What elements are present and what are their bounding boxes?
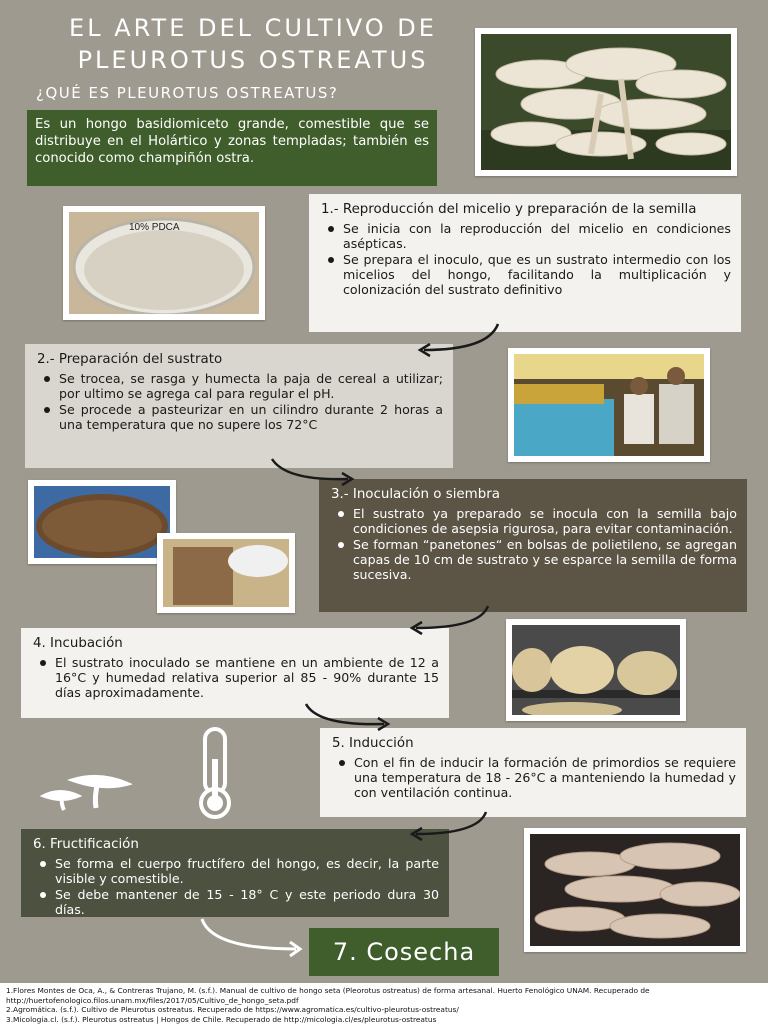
step-3-bullet: El sustrato ya preparado se inocula con la semilla bajo condiciones de asepsia rigurosa, para evitar contaminación.: [331, 506, 737, 536]
step-4-heading: 4. Incubación: [33, 636, 123, 651]
step-6-bullet: Se forma el cuerpo fructífero del hongo, es decir, la parte visible y comestible.: [33, 856, 439, 886]
step-6-bullet: Se debe mantener de 15 - 18° C y este periodo dura 30 días.: [33, 887, 439, 917]
step-5-heading: 5. Inducción: [332, 736, 414, 751]
reference-item: 2.Agromática. (s.f.). Cultivo de Pleurotus ostreatus. Recuperado de https://www.agromatica.es/cultivo-pleurotus-ostreatus/: [6, 1005, 459, 1015]
references: [0, 983, 768, 1024]
step-3-card: [319, 479, 747, 612]
step-6-card: [21, 829, 449, 917]
arrow-icon: [400, 604, 495, 638]
step-2-heading: 2.- Preparación del sustrato: [37, 352, 223, 367]
step-1-card: [309, 194, 741, 332]
step-3-heading: 3.- Inoculación o siembra: [331, 487, 500, 502]
substrate-bowl-photo: [28, 480, 176, 564]
step-2-card: [25, 344, 453, 468]
mushroom-icon: [40, 768, 140, 814]
intro-text: Es un hongo basidiomiceto grande, comestible que se distribuye en el Holártico y zonas templadas; también es conocido como champiñón ostra.: [27, 110, 437, 186]
arrow-icon: [198, 915, 308, 957]
step-1-bullet: Se inicia con la reproducción del micelio en condiciones asépticas.: [321, 221, 731, 251]
poster-title: EL ARTE DEL CULTIVO DE PLEUROTUS OSTREATUS: [69, 14, 437, 74]
step-6-heading: 6. Fructificación: [33, 837, 139, 852]
step-1-bullet: Se prepara el inoculo, que es un sustrato intermedio con los micelios del hongo, facilitando la multiplicación y colonización del sustrato definitivo: [321, 252, 731, 297]
mushroom-cluster-photo: [475, 28, 737, 176]
reference-item: 3.Micologia.cl. (s.f.). Pleurotus ostreatus | Hongos de Chile. Recuperado de http://micologia.cl/es/pleurotus-ostreatus: [6, 1014, 437, 1024]
reference-item: 1.Flores Montes de Oca, A., & Contreras Trujano, M. (s.f.). Manual de cultivo de hongo seta (Pleorotus ostreatus) de forma artesanal. Huerto Fenológico UNAM. Recuperado de http://huertofenologico.filos.unam.mx/files/2017/05/Cultivo_de_hongo_seta.pdf: [6, 986, 650, 1005]
substrate-bag-photo: [157, 533, 295, 613]
step-3-bullet: Se forman “panetones“ en bolsas de polietileno, se agregan capas de 10 cm de sustrato y se esparce la semilla de forma sucesiva.: [331, 537, 737, 582]
step-5-card: [320, 728, 746, 817]
pasteurization-photo: [508, 348, 710, 462]
section-subtitle: ¿QUÉ ES PLEUROTUS OSTREATUS?: [36, 84, 339, 102]
step-4-bullet: El sustrato inoculado se mantiene en un ambiente de 12 a 16°C y humedad relativa superior al 85 - 90% durante 15 días aproximadamente.: [33, 655, 439, 700]
arrow-icon: [400, 810, 492, 842]
thermometer-icon: [185, 725, 245, 821]
arrow-icon: [270, 455, 360, 489]
petri-dish-photo: [63, 206, 265, 320]
harvest-label: 7. Cosecha: [309, 928, 499, 976]
step-2-bullet: Se trocea, se rasga y humecta la paja de cereal a utilizar; por ultimo se agrega cal para regular el pH.: [37, 371, 443, 401]
arrow-icon: [304, 702, 394, 734]
fruiting-mushrooms-photo: [524, 828, 746, 952]
step-5-bullet: Con el fin de inducir la formación de primordios se requiere una temperatura de 18 - 26°C a manteniendo la humedad y con ventilación continua.: [332, 755, 736, 800]
arrow-icon: [410, 322, 510, 362]
petri-label: 10% PDCA: [129, 222, 180, 233]
incubation-bags-photo: [506, 619, 686, 721]
step-1-heading: 1.- Reproducción del micelio y preparación de la semilla: [321, 202, 697, 217]
step-2-bullet: Se procede a pasteurizar en un cilindro durante 2 horas a una temperatura que no supere los 72°C: [37, 402, 443, 432]
